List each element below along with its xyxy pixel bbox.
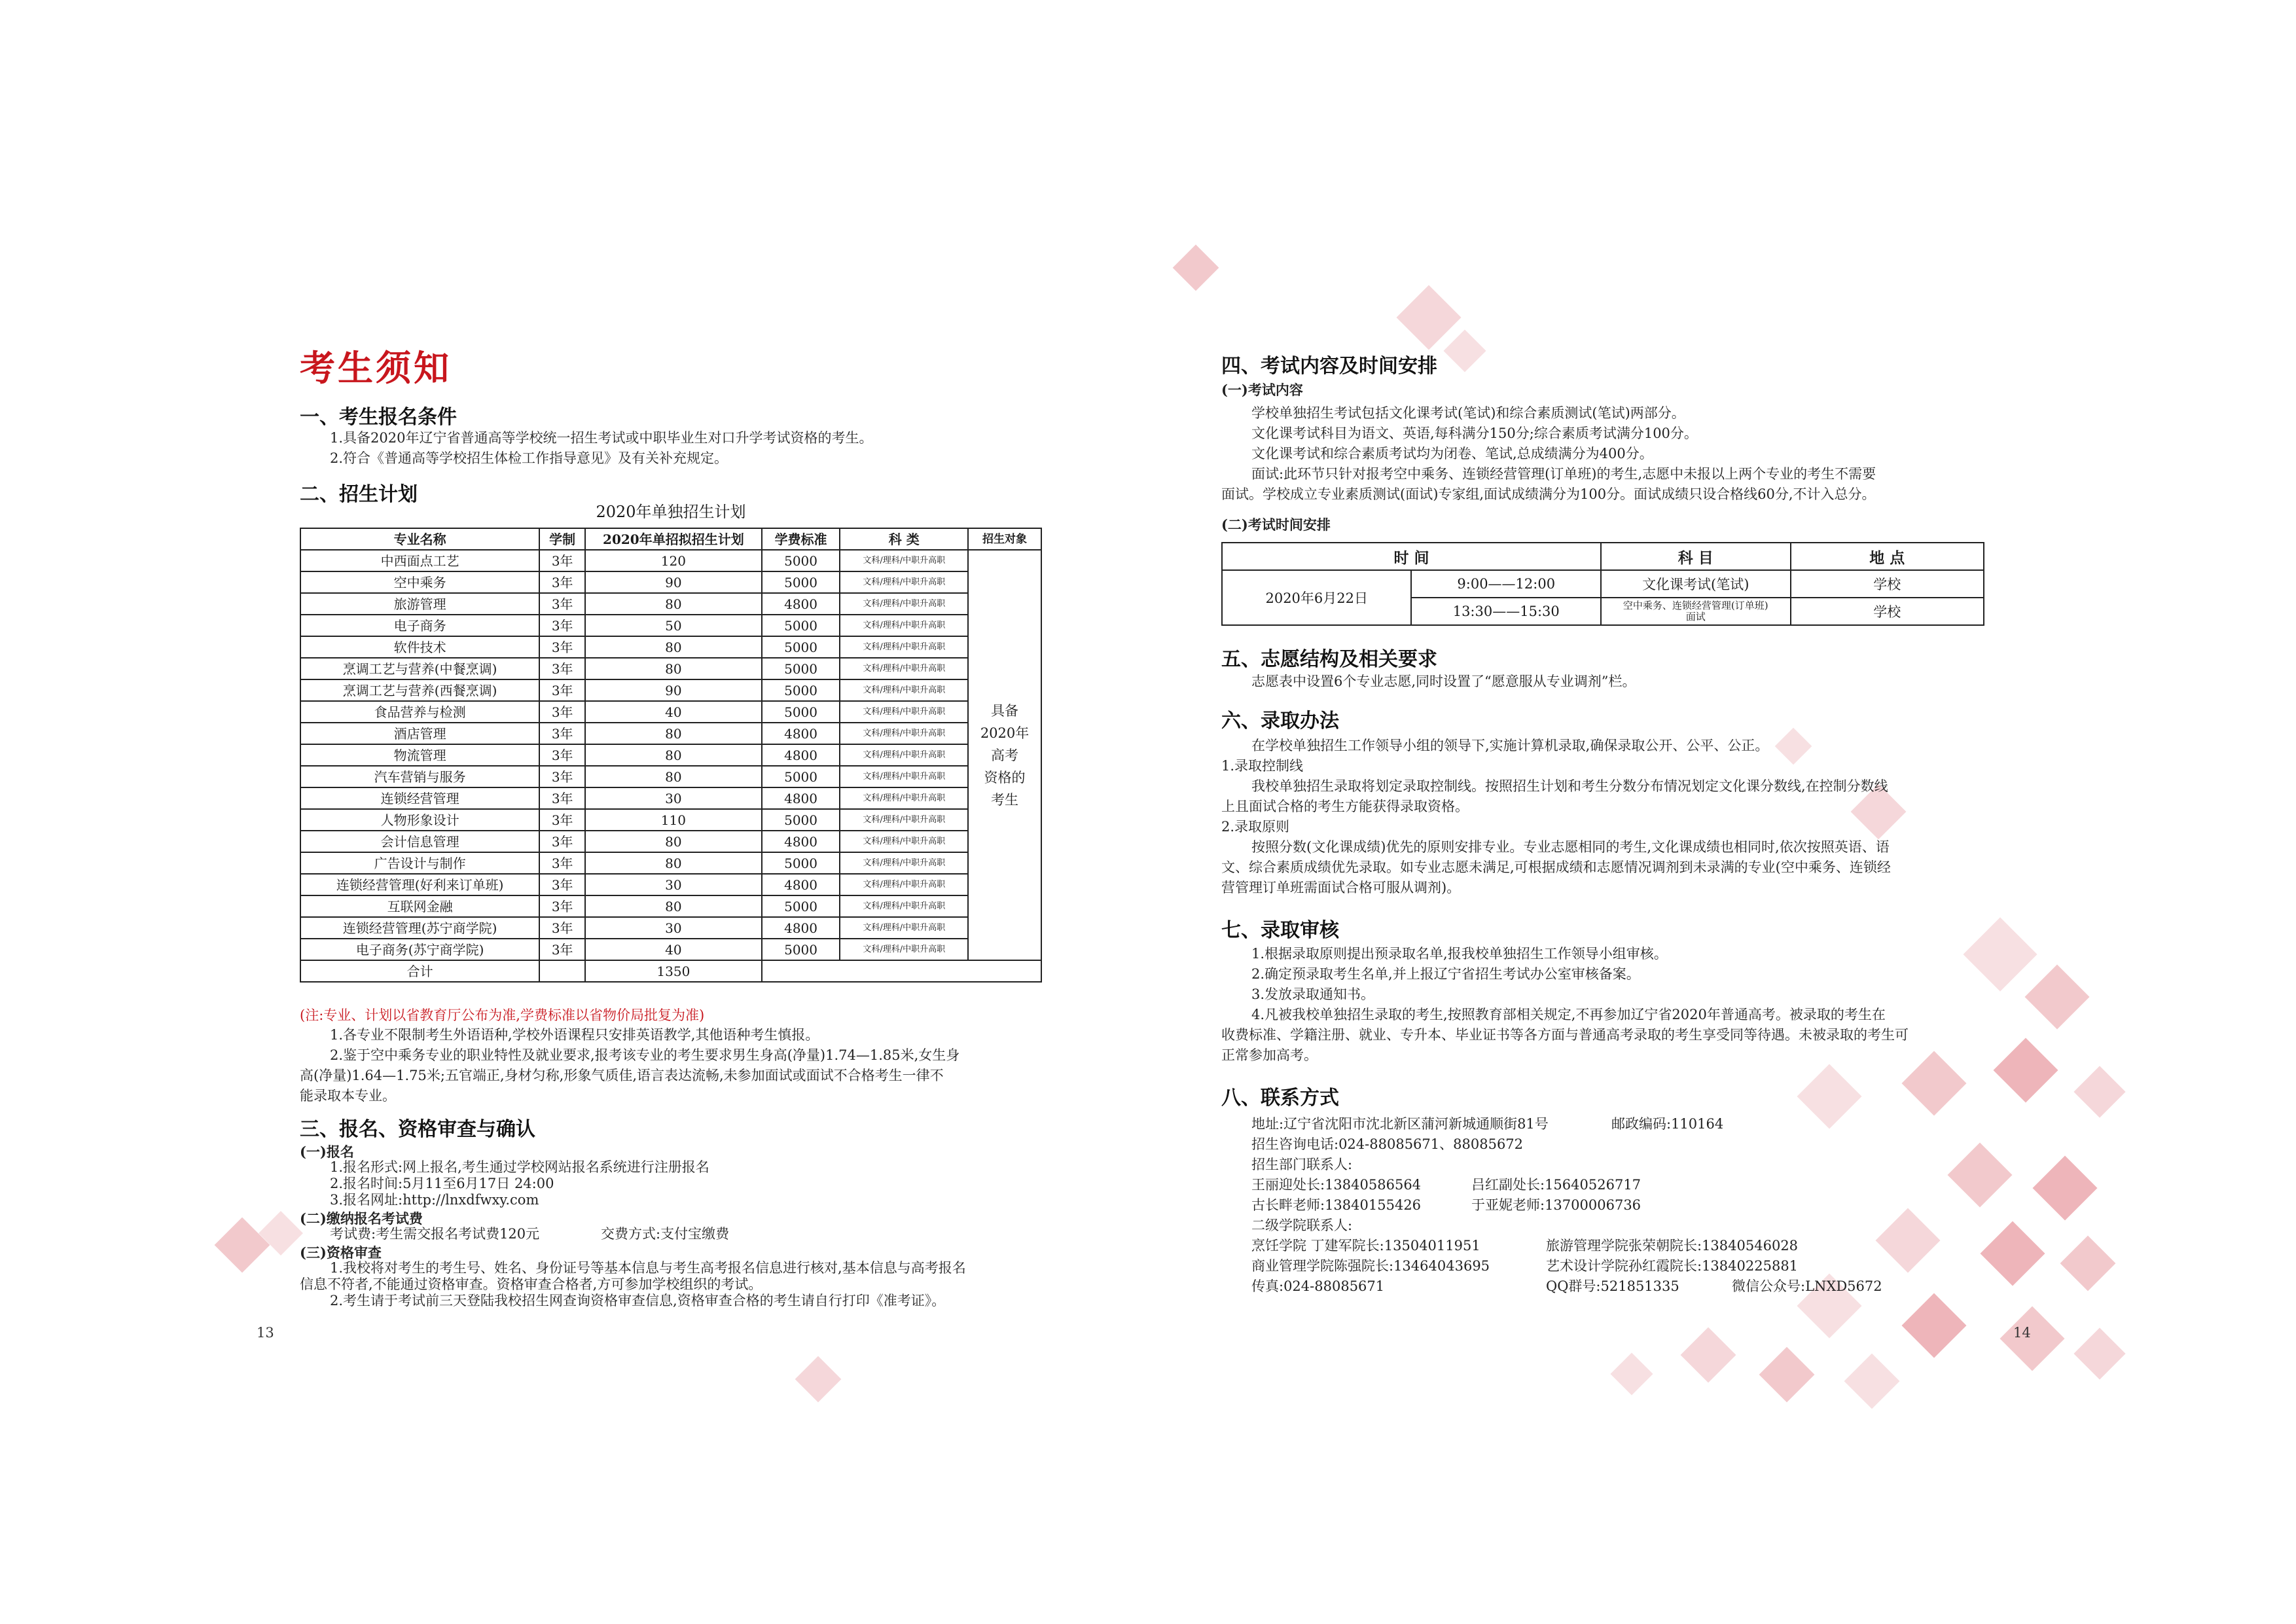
exam-place: 学校 (1791, 570, 1984, 598)
contact-dept-title: 招生部门联系人: (1251, 1157, 1353, 1172)
plan-count-cell: 110 (585, 809, 762, 831)
table-row (300, 636, 1041, 658)
major-name-cell: 中西面点工艺 (300, 550, 539, 571)
major-name-cell: 物流管理 (300, 744, 539, 766)
exam-content-item: 文化课考试和综合素质考试均为闭卷、笔试,总成绩满分为400分。 (1251, 446, 1653, 461)
major-name-cell: 软件技术 (300, 636, 539, 658)
contact-person: 古长畔老师:13840155426 (1251, 1197, 1422, 1213)
category-cell: 文科/理科/中职升高职 (840, 744, 968, 766)
admission-line: 上且面试合格的考生方能获得录取资格。 (1221, 799, 1469, 814)
duration-cell: 3年 (539, 831, 585, 852)
major-name-cell: 烹调工艺与营养(中餐烹调) (300, 658, 539, 679)
plan-count-cell: 40 (585, 939, 762, 960)
duration-cell: 3年 (539, 593, 585, 615)
major-name-cell: 连锁经营管理(好利来订单班) (300, 874, 539, 895)
plan-count-cell: 80 (585, 593, 762, 615)
major-name-cell: 旅游管理 (300, 593, 539, 615)
duration-cell: 3年 (539, 701, 585, 723)
tuition-cell: 5000 (762, 679, 840, 701)
plan-count-cell: 40 (585, 701, 762, 723)
table-note: (注:专业、计划以省教育厅公布为准,学费标准以省物价局批复为准) (300, 1007, 705, 1023)
column-header: 科 目 (1601, 543, 1791, 570)
duration-cell: 3年 (539, 679, 585, 701)
duration-cell: 3年 (539, 809, 585, 831)
review-line: 4.凡被我校单独招生录取的考生,按照教育部相关规定,不再参加辽宁省2020年普通高考。被录取的考生在 (1251, 1007, 1886, 1022)
tuition-cell: 4800 (762, 744, 840, 766)
enrollment-plan-table (300, 528, 1042, 983)
plan-count-cell: 80 (585, 744, 762, 766)
tuition-cell: 5000 (762, 571, 840, 593)
requirement-item: 1.具备2020年辽宁省普通高等学校统一招生考试或中职毕业生对口升学考试资格的考生。 (330, 430, 873, 446)
contact-person: 烹饪学院 丁建军院长:13504011951 (1251, 1238, 1480, 1254)
table-row (1222, 570, 1984, 598)
duration-cell: 3年 (539, 874, 585, 895)
contact-wechat: 微信公众号:LNXD5672 (1732, 1278, 1882, 1294)
empty-cell (762, 960, 1041, 982)
contact-person: 于亚妮老师:13700006736 (1471, 1197, 1641, 1213)
column-header: 学费标准 (762, 528, 840, 550)
major-name-cell: 空中乘务 (300, 571, 539, 593)
category-cell: 文科/理科/中职升高职 (840, 939, 968, 960)
plan-count-cell: 80 (585, 895, 762, 917)
major-name-cell: 电子商务(苏宁商学院) (300, 939, 539, 960)
table-row (300, 895, 1041, 917)
table-row (300, 701, 1041, 723)
section-heading-requirements: 一、考生报名条件 (300, 406, 457, 429)
table-row (300, 615, 1041, 636)
duration-cell: 3年 (539, 787, 585, 809)
contact-college-title: 二级学院联系人: (1251, 1218, 1353, 1233)
duration-cell: 3年 (539, 615, 585, 636)
page-number: 14 (2013, 1325, 2031, 1341)
duration-cell: 3年 (539, 636, 585, 658)
table-row (300, 852, 1041, 874)
admission-subtitle: 1.录取控制线 (1221, 758, 1304, 774)
column-header: 科 类 (840, 528, 968, 550)
subsection-title: (一)考试内容 (1221, 382, 1303, 398)
contact-person: 旅游管理学院张荣朝院长:13840546028 (1546, 1238, 1799, 1254)
tuition-cell: 4800 (762, 831, 840, 852)
tuition-cell: 5000 (762, 852, 840, 874)
plan-count-cell: 80 (585, 723, 762, 744)
plan-count-cell: 30 (585, 874, 762, 895)
tuition-cell: 4800 (762, 787, 840, 809)
major-name-cell: 烹调工艺与营养(西餐烹调) (300, 679, 539, 701)
table-row (300, 593, 1041, 615)
category-cell: 文科/理科/中职升高职 (840, 809, 968, 831)
section-heading-review: 七、录取审核 (1221, 919, 1339, 942)
contact-postcode: 邮政编码:110164 (1611, 1116, 1724, 1132)
tuition-cell: 4800 (762, 917, 840, 939)
empty-cell (539, 960, 585, 982)
plan-count-cell: 80 (585, 658, 762, 679)
table-row (300, 917, 1041, 939)
major-name-cell: 互联网金融 (300, 895, 539, 917)
plan-count-cell: 80 (585, 831, 762, 852)
table-row (300, 571, 1041, 593)
table-row (300, 809, 1041, 831)
target-line: 考生 (991, 791, 1019, 808)
table-row (300, 723, 1041, 744)
tuition-cell: 5000 (762, 895, 840, 917)
duration-cell: 3年 (539, 571, 585, 593)
admission-line: 在学校单独招生工作领导小组的领导下,实施计算机录取,确保录取公开、公平、公正。 (1251, 738, 1769, 753)
exam-content-item: 面试:此环节只针对报考空中乘务、连锁经营管理(订单班)的考生,志愿中未报以上两个专业的考生不需要 (1251, 466, 1876, 482)
contact-person: 王丽迎处长:13840586564 (1251, 1177, 1422, 1193)
category-cell: 文科/理科/中职升高职 (840, 895, 968, 917)
column-header: 专业名称 (300, 528, 539, 550)
requirement-item: 2.符合《普通高等学校招生体检工作指导意见》及有关补充规定。 (330, 450, 728, 466)
table-row (300, 550, 1041, 571)
category-cell: 文科/理科/中职升高职 (840, 787, 968, 809)
tuition-cell: 5000 (762, 809, 840, 831)
contact-person: 商业管理学院陈强院长:13464043695 (1251, 1258, 1490, 1274)
table-row (300, 766, 1041, 787)
major-name-cell: 汽车营销与服务 (300, 766, 539, 787)
fee-text: 考试费:考生需交报名考试费120元 (330, 1226, 540, 1242)
review-line: 2.确定预录取考生名单,并上报辽宁省招生考试办公室审核备案。 (1251, 966, 1640, 982)
category-cell: 文科/理科/中职升高职 (840, 658, 968, 679)
column-header: 招生对象 (968, 528, 1041, 550)
table-row (300, 874, 1041, 895)
duration-cell: 3年 (539, 766, 585, 787)
column-header: 2020年单招拟招生计划 (585, 528, 762, 550)
exam-date: 2020年6月22日 (1222, 570, 1411, 625)
major-name-cell: 连锁经营管理(苏宁商学院) (300, 917, 539, 939)
category-cell: 文科/理科/中职升高职 (840, 550, 968, 571)
review-line: 1.根据录取原则提出预录取名单,报我校单独招生工作领导小组审核。 (1251, 946, 1668, 962)
target-line: 资格的 (984, 769, 1026, 785)
target-cell (968, 550, 1041, 960)
table-header-row (1222, 543, 1984, 570)
plan-count-cell: 120 (585, 550, 762, 571)
table-row (300, 939, 1041, 960)
subsection-title: (二)缴纳报名考试费 (300, 1210, 423, 1227)
table-row (300, 744, 1041, 766)
review-item: 1.我校将对考生的考生号、姓名、身份证号等基本信息与考生高考报名信息进行核对,基本信息与高考报名 (330, 1260, 966, 1276)
tuition-cell: 4800 (762, 593, 840, 615)
plan-count-cell: 80 (585, 852, 762, 874)
contact-phone: 招生咨询电话:024-88085671、88085672 (1251, 1136, 1524, 1152)
section-heading-exam: 四、考试内容及时间安排 (1221, 355, 1437, 378)
contact-person: 吕红副处长:15640526717 (1471, 1177, 1641, 1193)
column-header: 时 间 (1222, 543, 1601, 570)
contact-person: 艺术设计学院孙红霞院长:13840225881 (1546, 1258, 1799, 1274)
table-row (300, 787, 1041, 809)
review-line: 正常参加高考。 (1221, 1047, 1318, 1063)
plan-item: 2.鉴于空中乘务专业的职业特性及就业要求,报考该专业的考生要求男生身高(净量)1.74—1.85米,女生身 (330, 1047, 960, 1063)
category-cell: 文科/理科/中职升高职 (840, 917, 968, 939)
admission-subtitle: 2.录取原则 (1221, 819, 1290, 835)
subsection-title: (一)报名 (300, 1144, 354, 1160)
category-cell: 文科/理科/中职升高职 (840, 593, 968, 615)
duration-cell: 3年 (539, 852, 585, 874)
review-item: 信息不符者,不能通过资格审查。资格审查合格者,方可参加学校组织的考试。 (300, 1276, 762, 1292)
plan-item: 能录取本专业。 (300, 1088, 396, 1104)
major-name-cell: 电子商务 (300, 615, 539, 636)
plan-count-cell: 90 (585, 571, 762, 593)
admission-line: 我校单独招生录取将划定录取控制线。按照招生计划和考生分数分布情况划定文化课分数线,在控制分数线 (1251, 778, 1888, 794)
duration-cell: 3年 (539, 895, 585, 917)
exam-time: 9:00——12:00 (1411, 570, 1601, 598)
column-header: 学制 (539, 528, 585, 550)
target-line: 2020年 (980, 725, 1030, 741)
review-item: 2.考生请于考试前三天登陆我校招生网查询资格审查信息,资格审查合格的考生请自行打印《准考证》。 (330, 1293, 946, 1308)
exam-time: 13:30——15:30 (1411, 598, 1601, 625)
admission-line: 按照分数(文化课成绩)优先的原则安排专业。专业志愿相同的考生,文化课成绩也相同时,依次按照英语、语 (1251, 839, 1890, 855)
major-name-cell: 酒店管理 (300, 723, 539, 744)
review-line: 3.发放录取通知书。 (1251, 986, 1375, 1002)
category-cell: 文科/理科/中职升高职 (840, 852, 968, 874)
category-cell: 文科/理科/中职升高职 (840, 571, 968, 593)
category-cell: 文科/理科/中职升高职 (840, 831, 968, 852)
tuition-cell: 5000 (762, 550, 840, 571)
total-value: 1350 (585, 960, 762, 982)
tuition-cell: 5000 (762, 939, 840, 960)
table-body (300, 550, 1041, 982)
registration-item: 1.报名形式:网上报名,考生通过学校网站报名系统进行注册报名 (330, 1159, 709, 1175)
exam-content-item: 面试。学校成立专业素质测试(面试)专家组,面试成绩满分为100分。面试成绩只设合格线60分,不计入总分。 (1221, 486, 1876, 502)
tuition-cell: 5000 (762, 658, 840, 679)
admission-line: 文、综合素质成绩优先录取。如专业志愿未满足,可根据成绩和志愿情况调剂到未录满的专业(空中乘务、连锁经 (1221, 859, 1891, 875)
plan-item: 高(净量)1.64—1.75米;五官端正,身材匀称,形象气质佳,语言表达流畅,未参加面试或面试不合格考生一律不 (300, 1068, 944, 1083)
review-line: 收费标准、学籍注册、就业、专升本、毕业证书等各方面与普通高考录取的考生享受同等待遇。未被录取的考生可 (1221, 1027, 1909, 1043)
plan-item: 1.各专业不限制考生外语语种,学校外语课程只安排英语教学,其他语种考生慎报。 (330, 1027, 819, 1043)
duration-cell: 3年 (539, 550, 585, 571)
duration-cell: 3年 (539, 723, 585, 744)
plan-count-cell: 30 (585, 787, 762, 809)
category-cell: 文科/理科/中职升高职 (840, 636, 968, 658)
duration-cell: 3年 (539, 917, 585, 939)
category-cell: 文科/理科/中职升高职 (840, 679, 968, 701)
payment-method: 交费方式:支付宝缴费 (601, 1226, 730, 1242)
exam-schedule-table (1221, 542, 1984, 626)
tuition-cell: 5000 (762, 766, 840, 787)
subsection-title: (三)资格审查 (300, 1244, 382, 1261)
preference-text: 志愿表中设置6个专业志愿,同时设置了“愿意服从专业调剂”栏。 (1251, 674, 1636, 689)
exam-content-item: 文化课考试科目为语文、英语,每科满分150分;综合素质考试满分100分。 (1251, 425, 1698, 441)
tuition-cell: 4800 (762, 723, 840, 744)
subsection-title: (二)考试时间安排 (1221, 516, 1331, 533)
exam-content-item: 学校单独招生考试包括文化课考试(笔试)和综合素质测试(笔试)两部分。 (1251, 405, 1685, 421)
page-number: 13 (257, 1325, 274, 1341)
exam-subject: 文化课考试(笔试) (1601, 570, 1791, 598)
table-total-row (300, 960, 1041, 982)
total-label: 合计 (300, 960, 539, 982)
admission-line: 营管理订单班需面试合格可服从调剂)。 (1221, 880, 1461, 895)
target-line: 具备 (991, 702, 1019, 719)
major-name-cell: 广告设计与制作 (300, 852, 539, 874)
major-name-cell: 食品营养与检测 (300, 701, 539, 723)
category-cell: 文科/理科/中职升高职 (840, 615, 968, 636)
registration-item: 2.报名时间:5月11至6月17日 24:00 (330, 1176, 554, 1191)
section-heading-plan: 二、招生计划 (300, 483, 418, 506)
exam-subject: 空中乘务、连锁经营管理(订单班)面试 (1601, 598, 1791, 625)
major-name-cell: 连锁经营管理 (300, 787, 539, 809)
plan-count-cell: 80 (585, 636, 762, 658)
column-header: 地 点 (1791, 543, 1984, 570)
plan-count-cell: 30 (585, 917, 762, 939)
plan-count-cell: 90 (585, 679, 762, 701)
tuition-cell: 4800 (762, 874, 840, 895)
category-cell: 文科/理科/中职升高职 (840, 766, 968, 787)
tuition-cell: 5000 (762, 701, 840, 723)
duration-cell: 3年 (539, 744, 585, 766)
plan-count-cell: 50 (585, 615, 762, 636)
section-heading-registration: 三、报名、资格审查与确认 (300, 1118, 535, 1141)
category-cell: 文科/理科/中职升高职 (840, 701, 968, 723)
duration-cell: 3年 (539, 658, 585, 679)
major-name-cell: 人物形象设计 (300, 809, 539, 831)
exam-place: 学校 (1791, 598, 1984, 625)
table-row (300, 658, 1041, 679)
major-name-cell: 会计信息管理 (300, 831, 539, 852)
section-heading-admission: 六、录取办法 (1221, 710, 1339, 732)
table-row (300, 679, 1041, 701)
category-cell: 文科/理科/中职升高职 (840, 723, 968, 744)
tuition-cell: 5000 (762, 615, 840, 636)
plan-count-cell: 80 (585, 766, 762, 787)
section-heading-preferences: 五、志愿结构及相关要求 (1221, 648, 1437, 671)
category-cell: 文科/理科/中职升高职 (840, 874, 968, 895)
table-title: 2020年单独招生计划 (596, 503, 746, 521)
contact-fax: 传真:024-88085671 (1251, 1278, 1385, 1294)
tuition-cell: 5000 (762, 636, 840, 658)
page-title: 考生须知 (300, 348, 452, 389)
contact-qq: QQ群号:521851335 (1546, 1278, 1679, 1294)
table-row (300, 831, 1041, 852)
target-line: 高考 (991, 747, 1019, 763)
registration-url: 3.报名网址:http://lnxdfwxy.com (330, 1192, 539, 1208)
duration-cell: 3年 (539, 939, 585, 960)
section-heading-contact: 八、联系方式 (1221, 1087, 1339, 1110)
table-header-row (300, 528, 1041, 550)
contact-address: 地址:辽宁省沈阳市沈北新区蒲河新城通顺街81号 (1251, 1116, 1549, 1132)
